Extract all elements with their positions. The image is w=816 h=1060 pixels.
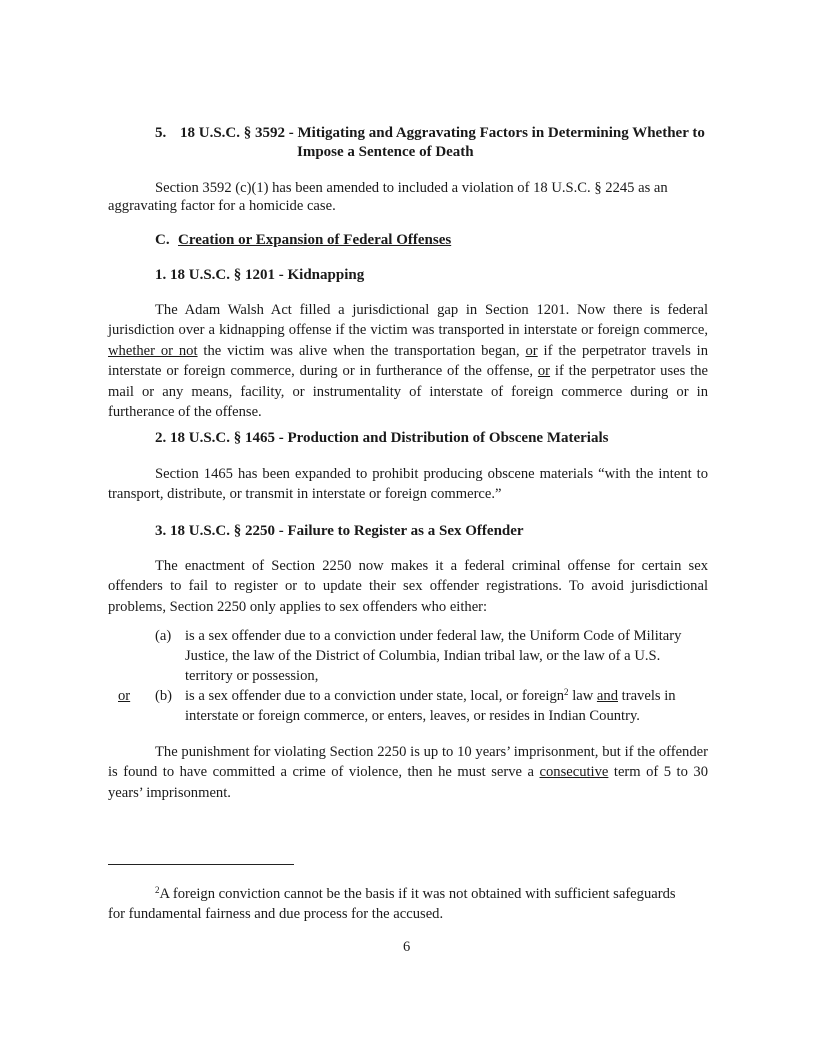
section-3-paragraph: The enactment of Section 2250 now makes it a federal criminal offense for certain sex offenders to fail to register or to update their sex offender registrations. To avoid jurisdictional problems, Section 2250 only applies to sex offenders who either: [108,558,708,615]
page-number: 6 [403,939,411,955]
section-1-heading: 1. 18 U.S.C. § 1201 - Kidnapping [155,267,365,283]
footnote-reference: 2 [564,687,569,697]
section-1-paragraph: The Adam Walsh Act filled a jurisdictional gap in Section 1201. Now there is federal jurisdiction over a kidnapping offense if the victim was transported in interstate or foreign commerce, whether or not the victim was alive when the transportation began, or if the perpetrator travels in interstate or foreign commerce, during or in furtherance of the offense, or if the perpetrator uses the mail or any means, facility, or instrumentality of interstate of foreign commerce during or in furtherance of the offense. [108,302,708,421]
list-item-b-label: (b) [155,688,173,704]
list-item-b [0,686,816,728]
section-c-title: Creation or Expansion of Federal Offenses [178,232,452,248]
section-3-heading: 3. 18 U.S.C. § 2250 - Failure to Register as a Sex Offender [155,523,524,539]
footnote-separator [108,864,294,865]
section-3-punishment-paragraph: The punishment for violating Section 2250 is up to 10 years’ imprisonment, but if the offender is found to have committed a crime of violence, then he must serve a consecutive term of 5 to 30 years’ imprisonment. [108,744,708,801]
section-c-letter: C. [155,232,170,248]
footnote-marker: 2 [155,885,160,895]
list-item-a-line3: territory or possession, [185,668,319,684]
section-5-number: 5. [155,125,167,141]
footnote-line1: $^2$A foreign conviction cannot be the basis if it was not obtained with sufficient safeguards [155,885,676,902]
section-5-paragraph-line1: Section 3592 (c)(1) has been amended to included a violation of 18 U.S.C. § 2245 as an [155,180,668,196]
list-item-a-label: (a) [155,628,172,644]
list-item-a-line1: is a sex offender due to a conviction under federal law, the Uniform Code of Military [185,628,682,644]
section-2-paragraph: Section 1465 has been expanded to prohibit producing obscene materials “with the intent to transport, distribute, or transmit in interstate or foreign commerce.” [108,466,708,503]
section-2-heading: 2. 18 U.S.C. § 1465 - Production and Distribution of Obscene Materials [155,430,609,446]
section-5-title-line1: 18 U.S.C. § 3592 - Mitigating and Aggravating Factors in Determining Whether to [180,125,705,141]
list-item-a [0,626,816,688]
list-item-b-line1: is a sex offender due to a conviction under state, local, or foreign$^2$ law and travels in [185,687,676,704]
list-item-b-line2: interstate or foreign commerce, or enters, leaves, or resides in Indian Country. [185,708,640,724]
footnote-line2: for fundamental fairness and due process for the accused. [108,906,444,922]
list-item-b-or-prefix: or [118,688,131,704]
list-item-a-line2: Justice, the law of the District of Columbia, Indian tribal law, or the law of a U.S. [185,648,661,664]
section-5-paragraph-line2: aggravating factor for a homicide case. [108,198,336,214]
section-5-title-line2: Impose a Sentence of Death [297,144,474,160]
